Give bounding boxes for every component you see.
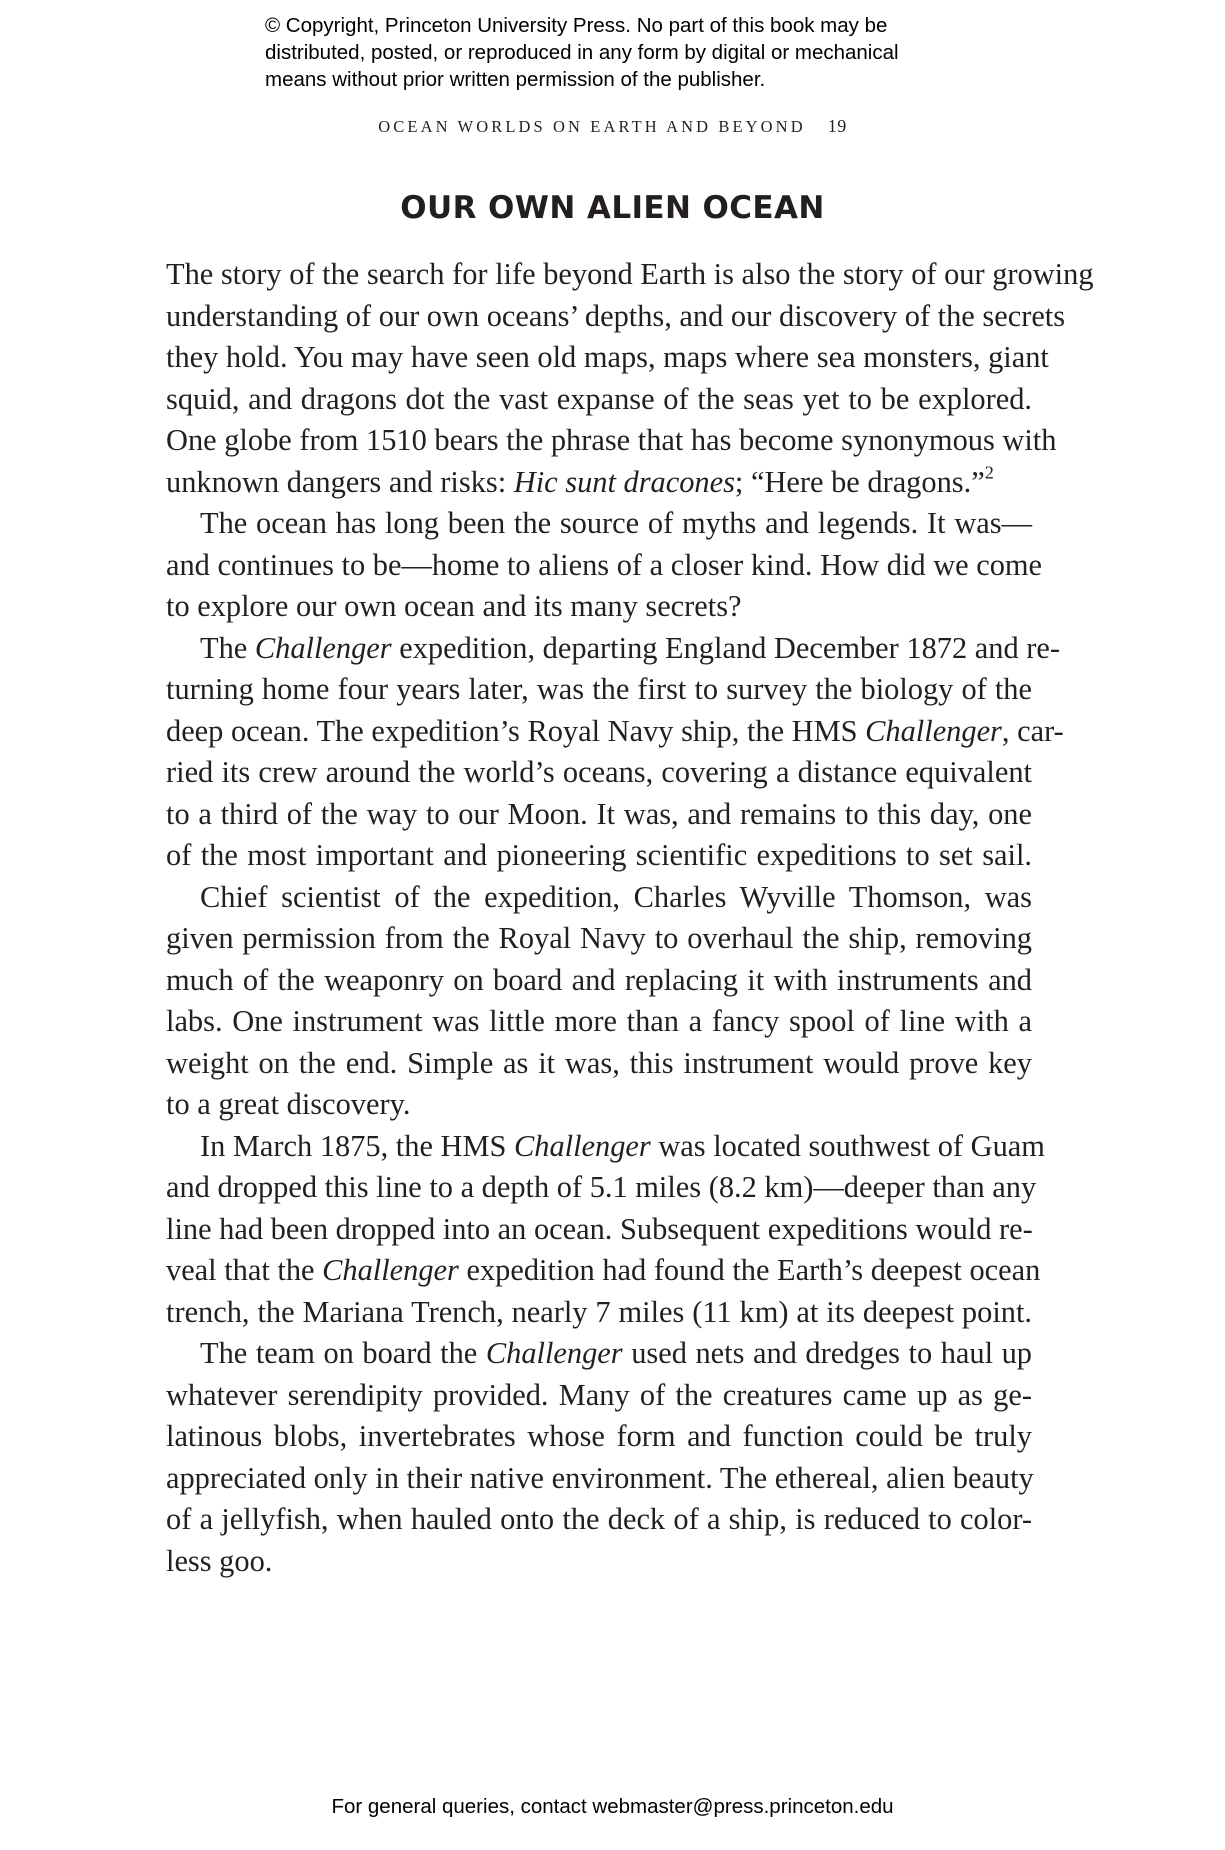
text-run: unknown dangers and risks:: [166, 464, 514, 499]
text-line: less goo.: [166, 1543, 273, 1578]
text-line: The ocean has long been the source of myths and legends. It was—: [200, 506, 1032, 540]
text-line: given permission from the Royal Navy to overhaul the ship, removing: [166, 921, 1032, 955]
text-line: One globe from 1510 bears the phrase that has become synonymous with: [166, 423, 1057, 457]
italic-text: Challenger: [485, 1336, 623, 1370]
text-line: appreciated only in their native environment. The ethereal, alien beauty: [166, 1460, 1034, 1495]
text-line: to a great discovery.: [166, 1087, 411, 1121]
text-line: [166, 1250, 1041, 1292]
footnote-ref: 2: [984, 461, 994, 482]
italic-text: Hic sunt dracones: [513, 464, 735, 499]
text-line: line had been dropped into an ocean. Subsequent expeditions would re-: [166, 1211, 1033, 1246]
text-line: trench, the Mariana Trench, nearly 7 miles (11 km) at its deepest point.: [166, 1294, 1032, 1329]
page-number: 19: [827, 116, 847, 136]
text-run: In March 1875, the HMS: [200, 1128, 514, 1163]
text-line: and continues to be—home to aliens of a closer kind. How did we come: [166, 547, 1043, 582]
section-title: OUR OWN ALIEN OCEAN: [400, 190, 825, 226]
copyright-line: distributed, posted, or reproduced in any form by digital or mechanical: [265, 41, 899, 64]
text-line: and dropped this line to a depth of 5.1 miles (8.2 km)—deeper than any: [166, 1170, 1037, 1204]
text-line: to a third of the way to our Moon. It was, and remains to this day, one: [166, 796, 1032, 831]
text-run: veal that the: [166, 1253, 323, 1287]
text-line: they hold. You may have seen old maps, maps where sea monsters, giant: [166, 340, 1049, 374]
text-line: latinous blobs, invertebrates whose form and function could be truly: [166, 1419, 1032, 1453]
running-head: [0, 114, 1225, 139]
italic-text: Challenger: [254, 630, 392, 665]
text-run: The team on board the: [200, 1336, 486, 1370]
text-line: much of the weaponry on board and replacing it with instruments and: [166, 962, 1032, 997]
text-line: turning home four years later, was the first to survey the biology of the: [166, 672, 1032, 706]
text-line: [166, 628, 1060, 670]
running-head-title: OCEAN WORLDS ON EARTH AND BEYOND: [378, 117, 806, 136]
text-line: The story of the search for life beyond Earth is also the story of our growing: [166, 257, 1094, 291]
text-line: of a jellyfish, when hauled onto the deck of a ship, is reduced to color-: [166, 1502, 1032, 1536]
text-line: whatever serendipity provided. Many of the creatures came up as ge-: [166, 1377, 1032, 1412]
italic-text: Challenger: [514, 1128, 651, 1163]
text-run: The: [200, 630, 255, 665]
text-line: [166, 462, 1032, 504]
copyright-line: © Copyright, Princeton University Press. No part of this book may be: [265, 14, 888, 37]
copyright-line: means without prior written permission of the publisher.: [265, 68, 766, 91]
text-line: to explore our own ocean and its many secrets?: [166, 589, 742, 623]
text-line: weight on the end. Simple as it was, this instrument would prove key: [166, 1045, 1032, 1080]
text-run: expedition had found the Earth’s deepest ocean: [458, 1253, 1041, 1287]
text-line: labs. One instrument was little more than a fancy spool of line with a: [166, 1004, 1032, 1038]
italic-text: Challenger: [865, 713, 1002, 748]
text-line: understanding of our own oceans’ depths, and our discovery of the secrets: [166, 298, 1066, 333]
text-line: [166, 1126, 1045, 1168]
text-run: expedition, departing England December 1872 and re-: [391, 630, 1060, 665]
footer-contact: For general queries, contact webmaster@press.princeton.edu: [331, 1795, 894, 1818]
text-run: was located southwest of Guam: [650, 1128, 1045, 1163]
text-run: ; “Here be dragons.”: [734, 464, 985, 499]
text-line: [166, 711, 1064, 753]
copyright-notice: [265, 12, 985, 93]
italic-text: Challenger: [322, 1253, 459, 1287]
text-run: deep ocean. The expedition’s Royal Navy ship, the HMS: [166, 713, 866, 748]
text-line: squid, and dragons dot the vast expanse of the seas yet to be explored.: [166, 381, 1032, 416]
text-run: , car-: [1001, 713, 1064, 748]
text-line: ried its crew around the world’s oceans, covering a distance equivalent: [166, 755, 1032, 789]
text-run: used nets and dredges to haul up: [622, 1336, 1033, 1370]
text-line: Chief scientist of the expedition, Charles Wyville Thomson, was: [200, 879, 1032, 914]
body-text: [166, 254, 1094, 1582]
text-line: of the most important and pioneering scientific expeditions to set sail.: [166, 838, 1032, 872]
text-line: [166, 1333, 1032, 1375]
